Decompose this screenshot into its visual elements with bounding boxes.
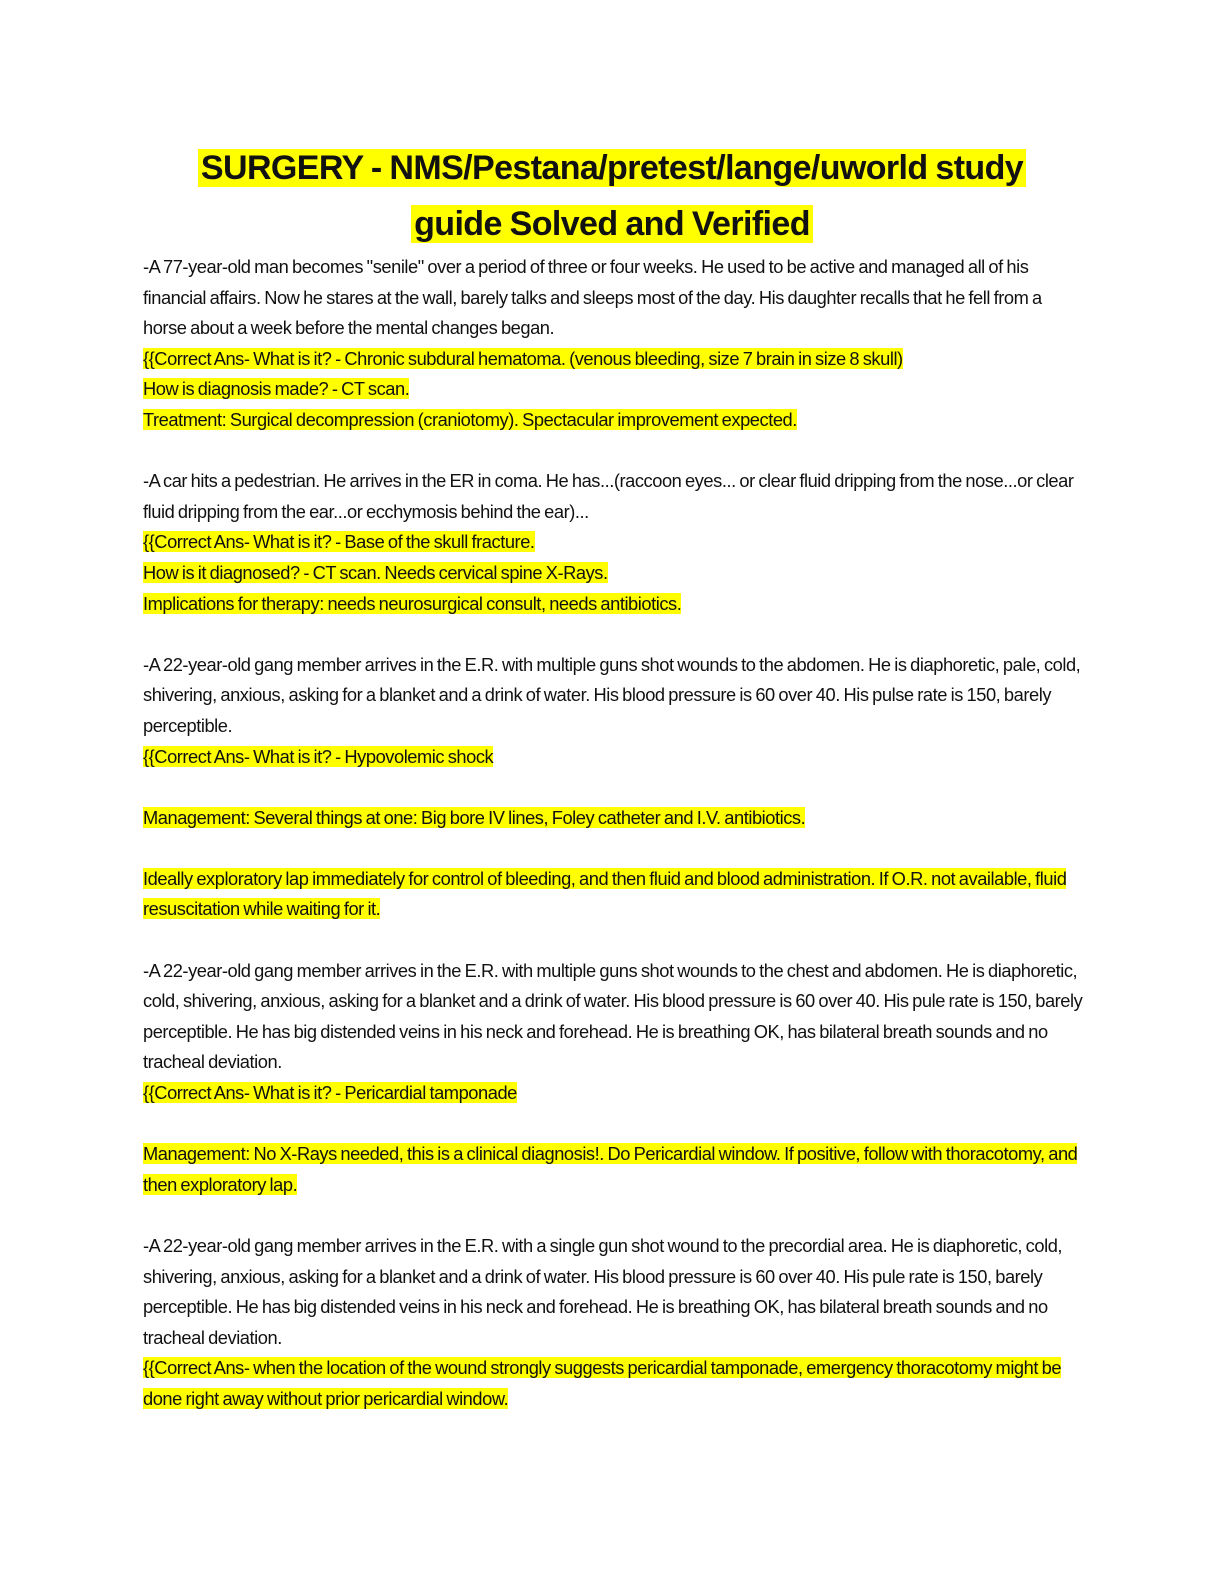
highlighted-answer: Implications for therapy: needs neurosurgical consult, needs antibiotics. <box>143 592 682 614</box>
case-answer-line <box>143 803 1083 834</box>
case-question: -A 22-year-old gang member arrives in the E.R. with a single gun shot wound to the precordial area. He is diaphoretic, cold, shivering, anxious, asking for a blanket and a drink of water. His blood pressure is 60 over 40. His pule rate is 150, barely perceptible. He has big distended veins in his neck and forehead. He is breathing OK, has bilateral breath sounds and no tracheal deviation. <box>143 1235 1063 1348</box>
case-separator <box>143 1200 1083 1231</box>
highlighted-answer: Treatment: Surgical decompression (craniotomy). Spectacular improvement expected. <box>143 408 797 430</box>
case-answer-line <box>143 864 1083 925</box>
case-question: -A 22-year-old gang member arrives in the E.R. with multiple guns shot wounds to the chest and abdomen. He is diaphoretic, cold, shivering, anxious, asking for a blanket and a drink of water. His blood pressure is 60 over 40. His pule rate is 150, barely perceptible. He has big distended veins in his neck and forehead. He is breathing OK, has bilateral breath sounds and no tracheal deviation. <box>143 959 1083 1073</box>
highlighted-answer: How is diagnosis made? - CT scan. <box>143 378 410 400</box>
blank-line <box>143 772 1083 803</box>
case-block <box>143 956 1083 1201</box>
case-block <box>143 252 1083 436</box>
blank-line <box>143 1109 1083 1140</box>
highlighted-answer: Management: Several things at one: Big bore IV lines, Foley catheter and I.V. antibiotics. <box>143 806 806 828</box>
case-answer-line <box>143 1078 1083 1109</box>
highlighted-answer: Management: No X-Rays needed, this is a clinical diagnosis!. Do Pericardial window. If positive, follow with thoracotomy, and then exploratory lap. <box>143 1143 1078 1195</box>
case-separator <box>143 619 1083 650</box>
case-answer-line <box>143 1139 1083 1200</box>
case-answer-line <box>143 558 1083 589</box>
case-block <box>143 466 1083 619</box>
document-title <box>110 140 1114 252</box>
title-line-1: SURGERY - NMS/Pestana/pretest/lange/uworld study <box>198 149 1026 187</box>
highlighted-answer: {{Correct Ans- What is it? - Pericardial tamponade <box>143 1082 517 1104</box>
case-answer-line <box>143 374 1083 405</box>
case-answer-line <box>143 589 1083 620</box>
highlighted-answer: {{Correct Ans- when the location of the wound strongly suggests pericardial tamponade, emergency thoracotomy might be done right away without prior pericardial window. <box>143 1357 1062 1409</box>
highlighted-answer: How is it diagnosed? - CT scan. Needs cervical spine X-Rays. <box>143 561 608 583</box>
highlighted-answer: {{Correct Ans- What is it? - Chronic subdural hematoma. (venous bleeding, size 7 brain in size 8 skull) <box>143 347 903 369</box>
case-question: -A 22-year-old gang member arrives in the E.R. with multiple guns shot wounds to the abdomen. He is diaphoretic, pale, cold, shivering, anxious, asking for a blanket and a drink of water. His blood pressure is 60 over 40. His pulse rate is 150, barely perceptible. <box>143 653 1081 736</box>
case-answer-line <box>143 344 1083 375</box>
case-block <box>143 650 1083 925</box>
case-question: -A 77-year-old man becomes "senile" over a period of three or four weeks. He used to be active and managed all of his financial affairs. Now he stares at the wall, barely talks and sleeps most of the day. His daughter recalls that he fell from a horse about a week before the mental changes began. <box>143 256 1042 339</box>
highlighted-answer: {{Correct Ans- What is it? - Base of the skull fracture. <box>143 531 535 553</box>
case-separator <box>143 925 1083 956</box>
case-question: -A car hits a pedestrian. He arrives in the ER in coma. He has...(raccoon eyes... or clear fluid dripping from the nose...or clear fluid dripping from the ear...or ecchymosis behind the ear)... <box>143 470 1074 522</box>
case-answer-line <box>143 527 1083 558</box>
case-block <box>143 1231 1083 1415</box>
case-answer-line <box>143 405 1083 436</box>
highlighted-answer: Ideally exploratory lap immediately for control of bleeding, and then fluid and blood administration. If O.R. not available, fluid resuscitation while waiting for it. <box>143 867 1067 920</box>
highlighted-answer: {{Correct Ans- What is it? - Hypovolemic shock <box>143 745 494 767</box>
title-line-2: guide Solved and Verified <box>411 205 813 243</box>
case-answer-line <box>143 742 1083 773</box>
case-separator <box>143 436 1083 467</box>
blank-line <box>143 833 1083 864</box>
case-answer-line <box>143 1353 1083 1414</box>
document-body <box>143 252 1083 1415</box>
